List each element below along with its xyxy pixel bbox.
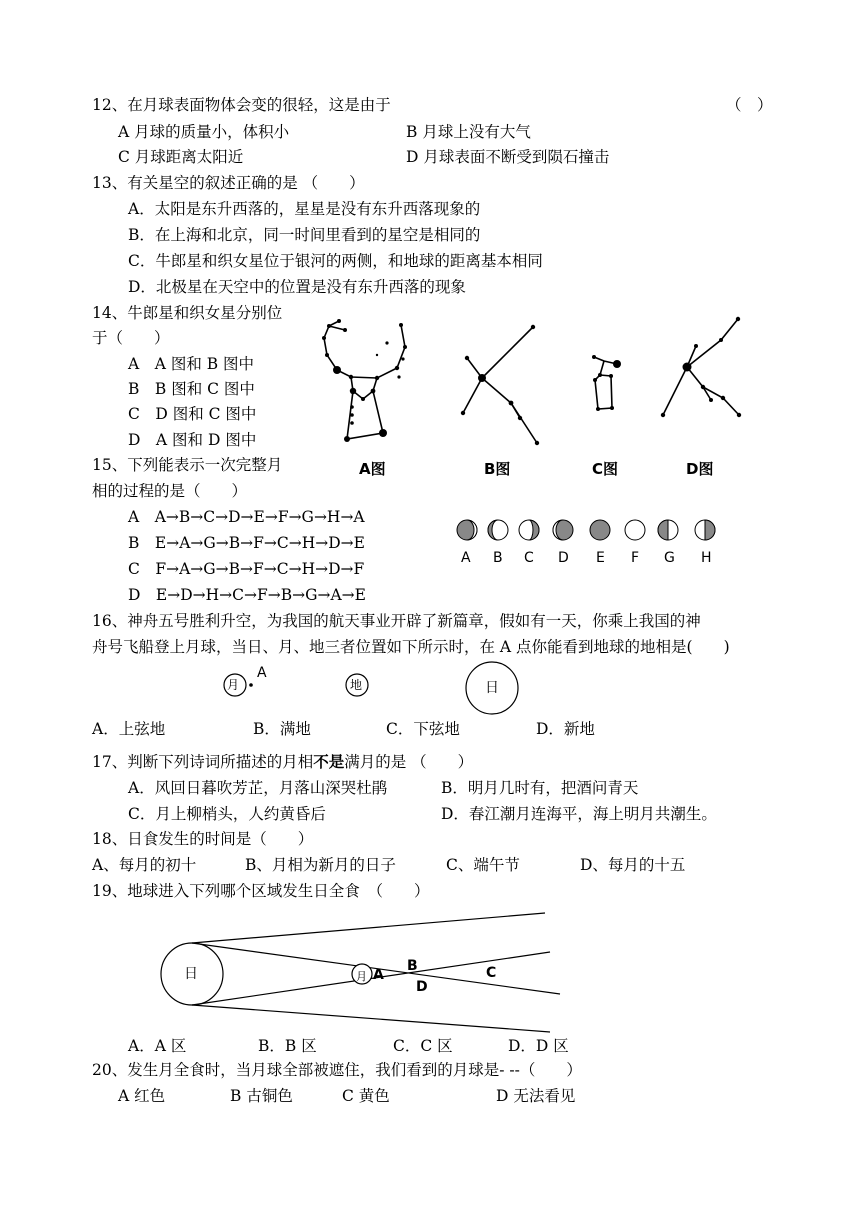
q20-option-d: D 无法看见 xyxy=(496,1087,576,1105)
q16-option-a: A．上弦地 xyxy=(92,720,166,738)
q12-option-b: B 月球上没有大气 xyxy=(406,123,531,141)
q12-option-d: D 月球表面不断受到陨石撞击 xyxy=(406,148,610,166)
q14-stem-line2: 于（ ） xyxy=(92,329,170,347)
q20-option-b: B 古铜色 xyxy=(230,1087,293,1105)
constellation-b-label: B图 xyxy=(484,460,511,478)
q14-stem-line1: 14、牛郎星和织女星分别位 xyxy=(92,304,283,322)
q19-option-a: A．A 区 xyxy=(128,1037,187,1055)
q16-stem-line2: 舟号飞船登上月球，当日、月、地三者位置如下所示时，在 A 点你能看到地球的地相是( ) xyxy=(92,638,730,656)
q14-option-c: C D 图和 C 图中 xyxy=(128,405,257,423)
phase-label-a: A xyxy=(461,550,471,566)
q19-option-b: B．B 区 xyxy=(258,1037,317,1055)
phase-label-f: F xyxy=(631,550,640,566)
q15-option-b: B E→A→G→B→F→C→H→D→E xyxy=(128,534,365,552)
constellation-d-figure xyxy=(655,312,750,422)
phase-label-h: H xyxy=(701,550,712,566)
q13-option-d: D．北极星在天空中的位置是没有东升西落的现象 xyxy=(128,278,466,296)
q17-option-c: C．月上柳梢头，人约黄昏后 xyxy=(128,805,326,823)
phase-label-c: C xyxy=(524,550,534,566)
q19-option-c: C．C 区 xyxy=(393,1037,453,1055)
q14-option-d: D A 图和 D 图中 xyxy=(128,431,257,449)
q13-option-b: B．在上海和北京，同一时间里看到的星空是相同的 xyxy=(128,226,481,244)
q13-option-a: A．太阳是东升西落的，星星是没有东升西落现象的 xyxy=(128,200,481,218)
q20-stem: 20、发生月全食时，当月球全部被遮住，我们看到的月球是- --（ ） xyxy=(92,1061,582,1079)
q14-option-a: A A 图和 B 图中 xyxy=(128,355,255,373)
q19-sun-label: 日 xyxy=(184,966,198,982)
q16-option-d: D．新地 xyxy=(536,720,595,738)
q12-option-a: A 月球的质量小，体积小 xyxy=(118,123,290,141)
q19-zone-d-label: D xyxy=(416,979,428,995)
q16-earth-label: 地 xyxy=(350,678,363,692)
constellation-c-figure xyxy=(588,345,628,415)
q15-option-c: C F→A→G→B→F→C→H→D→F xyxy=(128,560,365,578)
q13-stem: 13、有关星空的叙述正确的是 （ ） xyxy=(92,174,365,192)
q19-zone-b-label: B xyxy=(407,958,418,974)
q17-option-b: B．明月几时有，把酒问青天 xyxy=(441,779,639,797)
q16-moon-label: 月 xyxy=(227,678,240,692)
q16-option-b: B．满地 xyxy=(253,720,311,738)
q20-option-a: A 红色 xyxy=(118,1087,166,1105)
q15-option-a: A A→B→C→D→E→F→G→H→A xyxy=(128,508,365,526)
q17-stem xyxy=(92,753,473,771)
q18-option-d: D、每月的十五 xyxy=(580,856,686,874)
constellation-c-label: C图 xyxy=(592,460,619,478)
q15-option-d: D E→D→H→C→F→B→G→A→E xyxy=(128,586,366,604)
q18-option-c: C、端午节 xyxy=(446,856,520,874)
q19-moon-label: 月 xyxy=(356,970,367,983)
q17-stem-pre: 17、判断下列诗词所描述的月相 xyxy=(92,753,314,771)
constellation-b-figure xyxy=(450,318,550,448)
q15-stem-line1: 15、下列能表示一次完整月 xyxy=(92,456,283,474)
q18-stem: 18、日食发生的时间是（ ） xyxy=(92,830,314,848)
constellation-a-figure xyxy=(315,315,415,455)
q12-option-c: C 月球距离太阳近 xyxy=(118,148,244,166)
q16-option-c: C．下弦地 xyxy=(386,720,460,738)
q19-option-d: D．D 区 xyxy=(508,1037,569,1055)
q18-option-b: B、月相为新月的日子 xyxy=(245,856,396,874)
moon-phases-figure xyxy=(455,517,725,547)
q13-option-c: C．牛郎星和织女星位于银河的两侧，和地球的距离基本相同 xyxy=(128,252,543,270)
q17-option-d: D．春江潮月连海平，海上明月共潮生。 xyxy=(441,805,717,823)
q19-zone-a-label: A xyxy=(373,967,384,983)
phase-label-g: G xyxy=(664,550,675,566)
q15-stem-line2: 相的过程的是（ ） xyxy=(92,482,248,500)
q16-stem-line1: 16、神舟五号胜利升空，为我国的航天事业开辟了新篇章，假如有一天，你乘上我国的神 xyxy=(92,612,701,630)
phase-label-d: D xyxy=(558,550,569,566)
q12-stem: 12、在月球表面物体会变的很轻，这是由于 xyxy=(92,96,391,114)
phase-label-e: E xyxy=(596,550,605,566)
q16-point-a-label: A xyxy=(257,665,267,681)
q18-option-a: A、每月的初十 xyxy=(92,856,197,874)
q19-zone-c-label: C xyxy=(486,965,497,981)
q14-option-b: B B 图和 C 图中 xyxy=(128,380,255,398)
q17-stem-bold: 不是 xyxy=(313,752,345,771)
q16-sun-label: 日 xyxy=(485,680,499,696)
q20-option-c: C 黄色 xyxy=(342,1087,390,1105)
phase-label-b: B xyxy=(493,550,503,566)
constellation-d-label: D图 xyxy=(686,460,714,478)
q17-stem-post: 满月的是 （ ） xyxy=(344,753,474,771)
q17-option-a: A．风回日暮吹芳芷，月落山深哭杜鹃 xyxy=(128,779,388,797)
constellation-a-label: A图 xyxy=(359,460,386,478)
q12-paren: （ ） xyxy=(726,96,773,114)
q19-stem: 19、地球进入下列哪个区域发生日全食 （ ） xyxy=(92,882,430,900)
